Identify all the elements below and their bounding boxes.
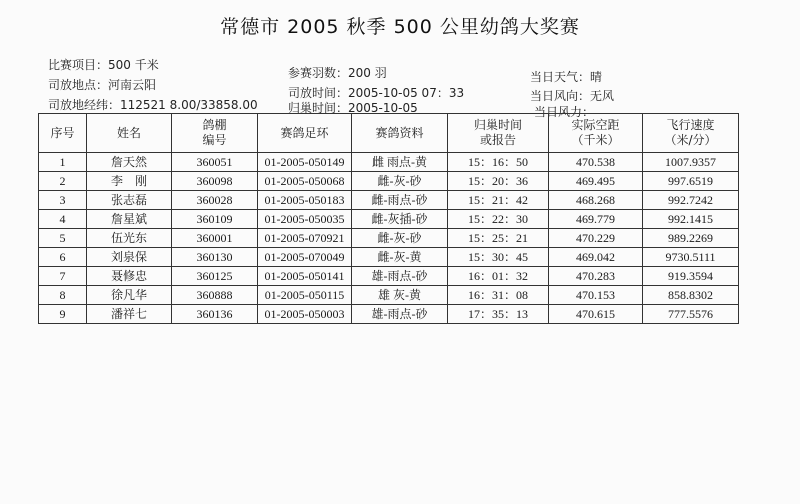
cell-info: 雄-雨点-砂 [352, 267, 448, 286]
cell-time: 15：21：42 [448, 191, 549, 210]
cell-info: 雄 灰-黄 [352, 286, 448, 305]
cell-cote: 360028 [172, 191, 258, 210]
cell-name: 詹天然 [87, 153, 172, 172]
cell-no: 1 [39, 153, 87, 172]
header-no-label: 序号 [50, 125, 75, 140]
cell-ring: 01-2005-070049 [258, 248, 352, 267]
results-table [38, 113, 739, 324]
cell-distance: 470.615 [549, 305, 643, 324]
cell-cote: 360001 [172, 229, 258, 248]
table-row [39, 267, 739, 286]
table-header-row [39, 114, 739, 153]
cell-no: 8 [39, 286, 87, 305]
table-row [39, 210, 739, 229]
cell-distance: 470.153 [549, 286, 643, 305]
cell-ring: 01-2005-050035 [258, 210, 352, 229]
cell-ring: 01-2005-050149 [258, 153, 352, 172]
cell-time: 17：35：13 [448, 305, 549, 324]
cell-info: 雌-灰插-砂 [352, 210, 448, 229]
cell-distance: 469.779 [549, 210, 643, 229]
cell-distance: 469.495 [549, 172, 643, 191]
header-cote-line1: 鸽棚 [202, 118, 227, 132]
cell-distance: 468.268 [549, 191, 643, 210]
cell-name: 李 刚 [87, 172, 172, 191]
header-time-line2: 或报告 [479, 133, 516, 147]
table-row [39, 248, 739, 267]
cell-time: 15：22：30 [448, 210, 549, 229]
header-speed-line2: （米/分） [664, 133, 717, 147]
cell-speed: 997.6519 [643, 172, 739, 191]
cell-distance: 470.283 [549, 267, 643, 286]
header-info [352, 114, 448, 153]
cell-time: 15：16：50 [448, 153, 549, 172]
cell-name: 张志磊 [87, 191, 172, 210]
cell-speed: 992.7242 [643, 191, 739, 210]
cell-ring: 01-2005-050141 [258, 267, 352, 286]
cell-info: 雌-雨点-砂 [352, 191, 448, 210]
cell-info: 雌-灰-砂 [352, 172, 448, 191]
table-row [39, 153, 739, 172]
entry-count: 参赛羽数：200 羽 [288, 66, 387, 80]
table-row [39, 229, 739, 248]
cell-time: 15：25：21 [448, 229, 549, 248]
cell-speed: 989.2269 [643, 229, 739, 248]
table-row [39, 191, 739, 210]
table-row [39, 286, 739, 305]
page-title: 常德市 2005 秋季 500 公里幼鸽大奖赛 [220, 16, 580, 38]
cell-info: 雌-灰-砂 [352, 229, 448, 248]
cell-cote: 360888 [172, 286, 258, 305]
table-row [39, 172, 739, 191]
header-speed-line1: 飞行速度 [666, 118, 715, 132]
header-name [87, 114, 172, 153]
race-project: 比赛项目：500 千米 [48, 58, 159, 72]
header-distance-line1: 实际空距 [571, 118, 620, 132]
cell-no: 6 [39, 248, 87, 267]
table-row [39, 305, 739, 324]
cell-cote: 360051 [172, 153, 258, 172]
cell-ring: 01-2005-050003 [258, 305, 352, 324]
cell-name: 聂修忠 [87, 267, 172, 286]
cell-ring: 01-2005-050068 [258, 172, 352, 191]
header-info-label: 赛鸽资料 [375, 125, 424, 140]
cell-name: 刘泉保 [87, 248, 172, 267]
cell-speed: 777.5576 [643, 305, 739, 324]
cell-no: 9 [39, 305, 87, 324]
header-distance [549, 114, 643, 153]
header-ring [258, 114, 352, 153]
cell-ring: 01-2005-050183 [258, 191, 352, 210]
cell-no: 3 [39, 191, 87, 210]
header-cote-line2: 编号 [202, 133, 227, 147]
header-speed [643, 114, 739, 153]
header-ring-label: 赛鸽足环 [280, 125, 329, 140]
cell-name: 伍光东 [87, 229, 172, 248]
wind-direction: 当日风向：无风 [530, 89, 615, 103]
cell-speed: 1007.9357 [643, 153, 739, 172]
weather: 当日天气：晴 [530, 70, 603, 84]
cell-speed: 919.3594 [643, 267, 739, 286]
cell-name: 徐凡华 [87, 286, 172, 305]
return-date: 归巢时间：2005-10-05 [288, 101, 418, 115]
cell-no: 4 [39, 210, 87, 229]
cell-no: 2 [39, 172, 87, 191]
cell-ring: 01-2005-050115 [258, 286, 352, 305]
cell-time: 15：30：45 [448, 248, 549, 267]
cell-cote: 360130 [172, 248, 258, 267]
cell-time: 16：01：32 [448, 267, 549, 286]
cell-info: 雄-雨点-砂 [352, 305, 448, 324]
header-no [39, 114, 87, 153]
cell-cote: 360109 [172, 210, 258, 229]
release-site: 司放地点：河南云阳 [48, 78, 157, 92]
header-name-label: 姓名 [116, 125, 141, 140]
cell-speed: 9730.5111 [643, 248, 739, 267]
cell-cote: 360098 [172, 172, 258, 191]
header-time [448, 114, 549, 153]
cell-no: 5 [39, 229, 87, 248]
wind-force: 当日风力： [534, 105, 595, 119]
cell-speed: 858.8302 [643, 286, 739, 305]
cell-ring: 01-2005-070921 [258, 229, 352, 248]
cell-no: 7 [39, 267, 87, 286]
header-cote [172, 114, 258, 153]
cell-time: 15：20：36 [448, 172, 549, 191]
header-distance-line2: （千米） [571, 133, 620, 147]
cell-info: 雌 雨点-黄 [352, 153, 448, 172]
header-time-line1: 归巢时间 [473, 118, 522, 132]
cell-distance: 469.042 [549, 248, 643, 267]
cell-name: 詹星斌 [87, 210, 172, 229]
release-coords: 司放地经纬：112521 8.00/33858.00 [48, 98, 258, 112]
cell-info: 雌-灰-黄 [352, 248, 448, 267]
cell-name: 潘祥七 [87, 305, 172, 324]
cell-speed: 992.1415 [643, 210, 739, 229]
cell-distance: 470.538 [549, 153, 643, 172]
cell-distance: 470.229 [549, 229, 643, 248]
cell-cote: 360136 [172, 305, 258, 324]
cell-time: 16：31：08 [448, 286, 549, 305]
release-time: 司放时间：2005-10-05 07：33 [288, 86, 465, 100]
cell-cote: 360125 [172, 267, 258, 286]
